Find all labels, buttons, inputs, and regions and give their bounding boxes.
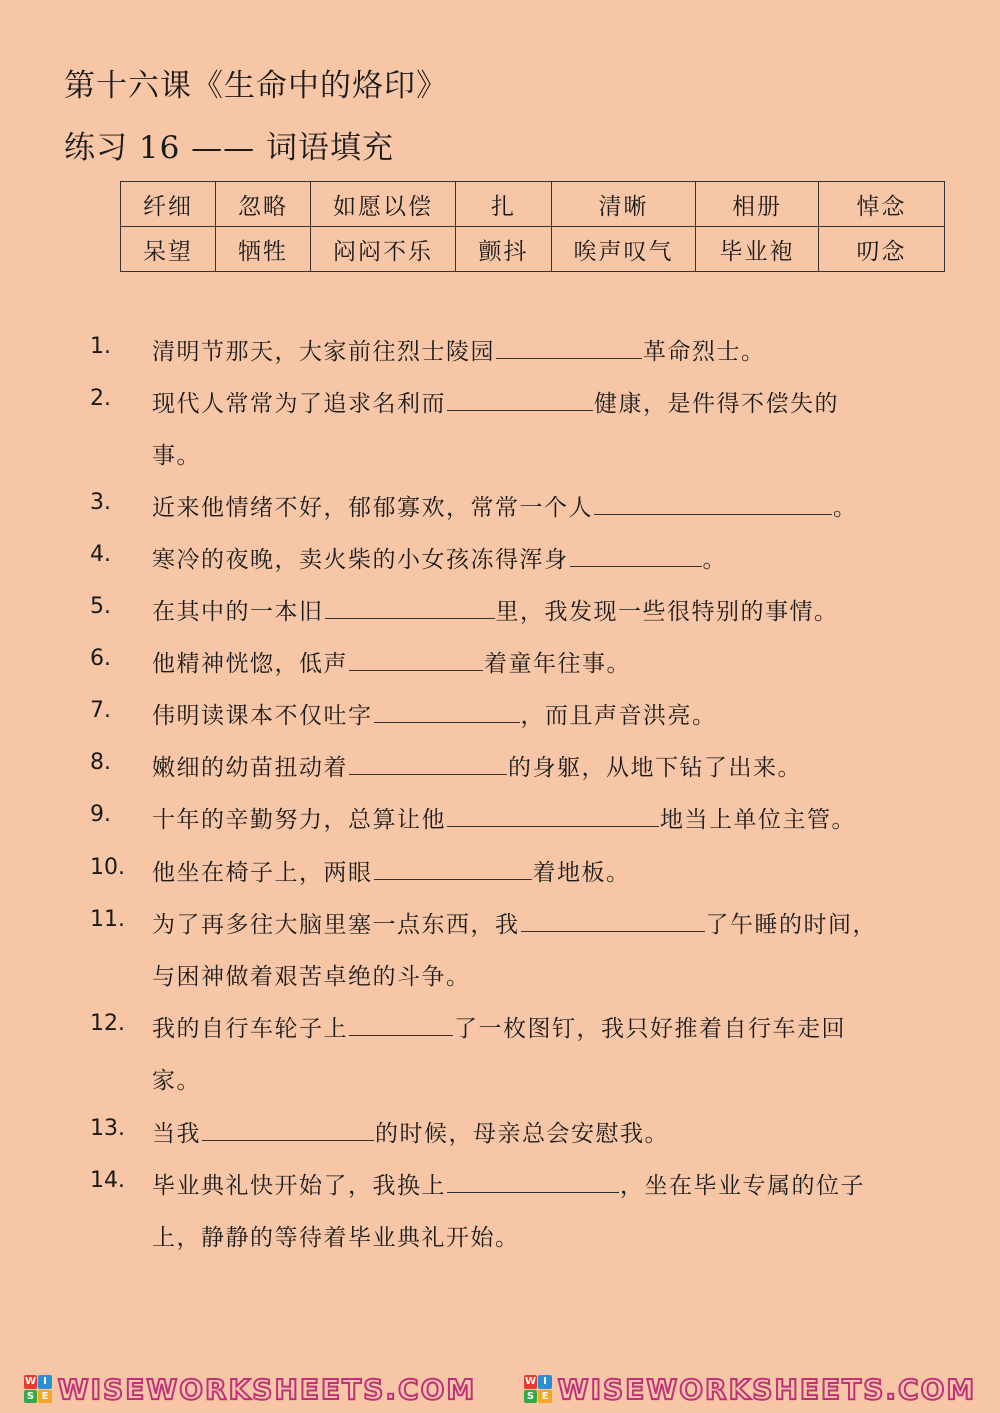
question-2 [90, 386, 950, 490]
question-3 [90, 490, 950, 542]
question-line [152, 1220, 950, 1272]
word-bank-cell: 牺牲 [216, 227, 311, 272]
question-number: 13. [90, 1116, 125, 1141]
question-line [152, 907, 950, 959]
question-text: 。 [833, 495, 858, 521]
answer-blank[interactable] [447, 386, 593, 411]
question-text: 为了再多往大脑里塞一点东西，我 [152, 912, 520, 938]
answer-blank[interactable] [374, 855, 532, 880]
question-line [152, 1063, 950, 1115]
question-line [152, 594, 950, 646]
question-text: 我的自行车轮子上 [152, 1016, 348, 1042]
question-12 [90, 1011, 950, 1115]
question-line [152, 855, 950, 907]
question-text: 毕业典礼快开始了，我换上 [152, 1173, 446, 1199]
question-text: ，坐在毕业专属的位子 [620, 1173, 865, 1199]
word-bank-cell: 清晰 [552, 182, 696, 227]
question-text: 嫩细的幼苗扭动着 [152, 755, 348, 781]
question-line [152, 959, 950, 1011]
question-6 [90, 646, 950, 698]
question-5 [90, 594, 950, 646]
question-number: 10. [90, 855, 125, 880]
word-bank-cell: 悼念 [819, 182, 945, 227]
question-text: 近来他情绪不好，郁郁寡欢，常常一个人 [152, 495, 593, 521]
question-text: 他坐在椅子上，两眼 [152, 860, 373, 886]
word-bank-cell: 忽略 [216, 182, 311, 227]
wise-logo-icon: W I S E [24, 1375, 52, 1403]
question-text: 着童年往事。 [484, 651, 631, 677]
question-9 [90, 802, 950, 854]
question-line [152, 490, 950, 542]
answer-blank[interactable] [349, 1011, 453, 1036]
word-bank-cell: 相册 [696, 182, 819, 227]
lesson-title: 第十六课《生命中的烙印》 [64, 68, 448, 104]
question-10 [90, 855, 950, 907]
word-bank-row [121, 227, 945, 272]
word-bank-row [121, 182, 945, 227]
answer-blank[interactable] [447, 802, 659, 827]
question-text: 事。 [152, 443, 201, 469]
question-line [152, 1168, 950, 1220]
question-number: 1. [90, 334, 111, 359]
question-text: 伟明读课本不仅吐字 [152, 703, 373, 729]
wise-logo-icon: W I S E [524, 1375, 552, 1403]
question-number: 14. [90, 1168, 125, 1193]
word-bank-cell: 叨念 [819, 227, 945, 272]
question-text: 着地板。 [532, 860, 631, 886]
question-text: 地当上单位主管。 [660, 807, 856, 833]
question-text: 了午睡的时间， [705, 912, 877, 938]
question-text: 寒冷的夜晚，卖火柴的小女孩冻得浑身 [152, 547, 569, 573]
question-line [152, 1116, 950, 1168]
word-bank-cell: 唉声叹气 [552, 227, 696, 272]
question-line [152, 802, 950, 854]
answer-blank[interactable] [521, 907, 705, 932]
question-text: 现代人常常为了追求名利而 [152, 391, 446, 417]
question-text: 了一枚图钉，我只好推着自行车走回 [454, 1016, 846, 1042]
question-text: ，而且声音洪亮。 [520, 703, 717, 729]
question-number: 4. [90, 542, 111, 567]
question-number: 9. [90, 802, 111, 827]
question-line [152, 698, 950, 750]
question-4 [90, 542, 950, 594]
word-bank-cell: 呆望 [121, 227, 216, 272]
question-text: 当我 [152, 1121, 201, 1147]
question-text: 他精神恍惚，低声 [152, 651, 348, 677]
question-line [152, 646, 950, 698]
question-text: 革命烈士。 [643, 339, 766, 365]
brand-left [24, 1373, 477, 1406]
question-1 [90, 334, 950, 386]
question-text: 。 [702, 547, 727, 573]
question-line [152, 386, 950, 438]
question-7 [90, 698, 950, 750]
word-bank-table [120, 181, 945, 272]
question-text: 十年的辛勤努力，总算让他 [152, 807, 446, 833]
question-text: 的身躯，从地下钻了出来。 [508, 755, 802, 781]
brand-text: WISEWORKSHEETS.COM [57, 1372, 477, 1406]
word-bank-cell: 毕业袍 [696, 227, 819, 272]
footer-watermark [0, 1369, 1000, 1409]
answer-blank[interactable] [349, 646, 483, 671]
question-text: 里，我发现一些很特别的事情。 [495, 599, 839, 625]
question-number: 2. [90, 386, 111, 411]
brand-text: WISEWORKSHEETS.COM [557, 1372, 977, 1406]
answer-blank[interactable] [374, 698, 520, 723]
word-bank-cell: 扎 [456, 182, 552, 227]
answer-blank[interactable] [594, 490, 832, 515]
answer-blank[interactable] [325, 594, 495, 619]
question-13 [90, 1116, 950, 1168]
question-line [152, 438, 950, 490]
question-11 [90, 907, 950, 1011]
question-text: 健康，是件得不偿失的 [594, 391, 839, 417]
question-text: 与困神做着艰苦卓绝的斗争。 [152, 964, 471, 990]
question-14 [90, 1168, 950, 1272]
question-number: 3. [90, 490, 111, 515]
question-8 [90, 750, 950, 802]
word-bank-cell: 如愿以偿 [311, 182, 456, 227]
question-line [152, 750, 950, 802]
question-number: 5. [90, 594, 111, 619]
answer-blank[interactable] [202, 1116, 374, 1141]
word-bank-cell: 颤抖 [456, 227, 552, 272]
question-number: 11. [90, 907, 125, 932]
question-text: 清明节那天，大家前往烈士陵园 [152, 339, 495, 365]
brand-right [524, 1373, 977, 1406]
question-number: 6. [90, 646, 111, 671]
answer-blank[interactable] [570, 542, 702, 567]
answer-blank[interactable] [496, 334, 642, 359]
question-number: 12. [90, 1011, 125, 1036]
question-line [152, 1011, 950, 1063]
question-number: 7. [90, 698, 111, 723]
answer-blank[interactable] [447, 1168, 619, 1193]
question-text: 家。 [152, 1068, 201, 1094]
word-bank-cell: 闷闷不乐 [311, 227, 456, 272]
question-line [152, 334, 950, 386]
question-text: 的时候，母亲总会安慰我。 [375, 1121, 669, 1147]
answer-blank[interactable] [349, 750, 507, 775]
question-number: 8. [90, 750, 111, 775]
question-text: 上，静静的等待着毕业典礼开始。 [152, 1225, 520, 1251]
word-bank-cell: 纤细 [121, 182, 216, 227]
exercise-title: 练习 16 —— 词语填充 [64, 130, 395, 166]
question-line [152, 542, 950, 594]
question-text: 在其中的一本旧 [152, 599, 324, 625]
